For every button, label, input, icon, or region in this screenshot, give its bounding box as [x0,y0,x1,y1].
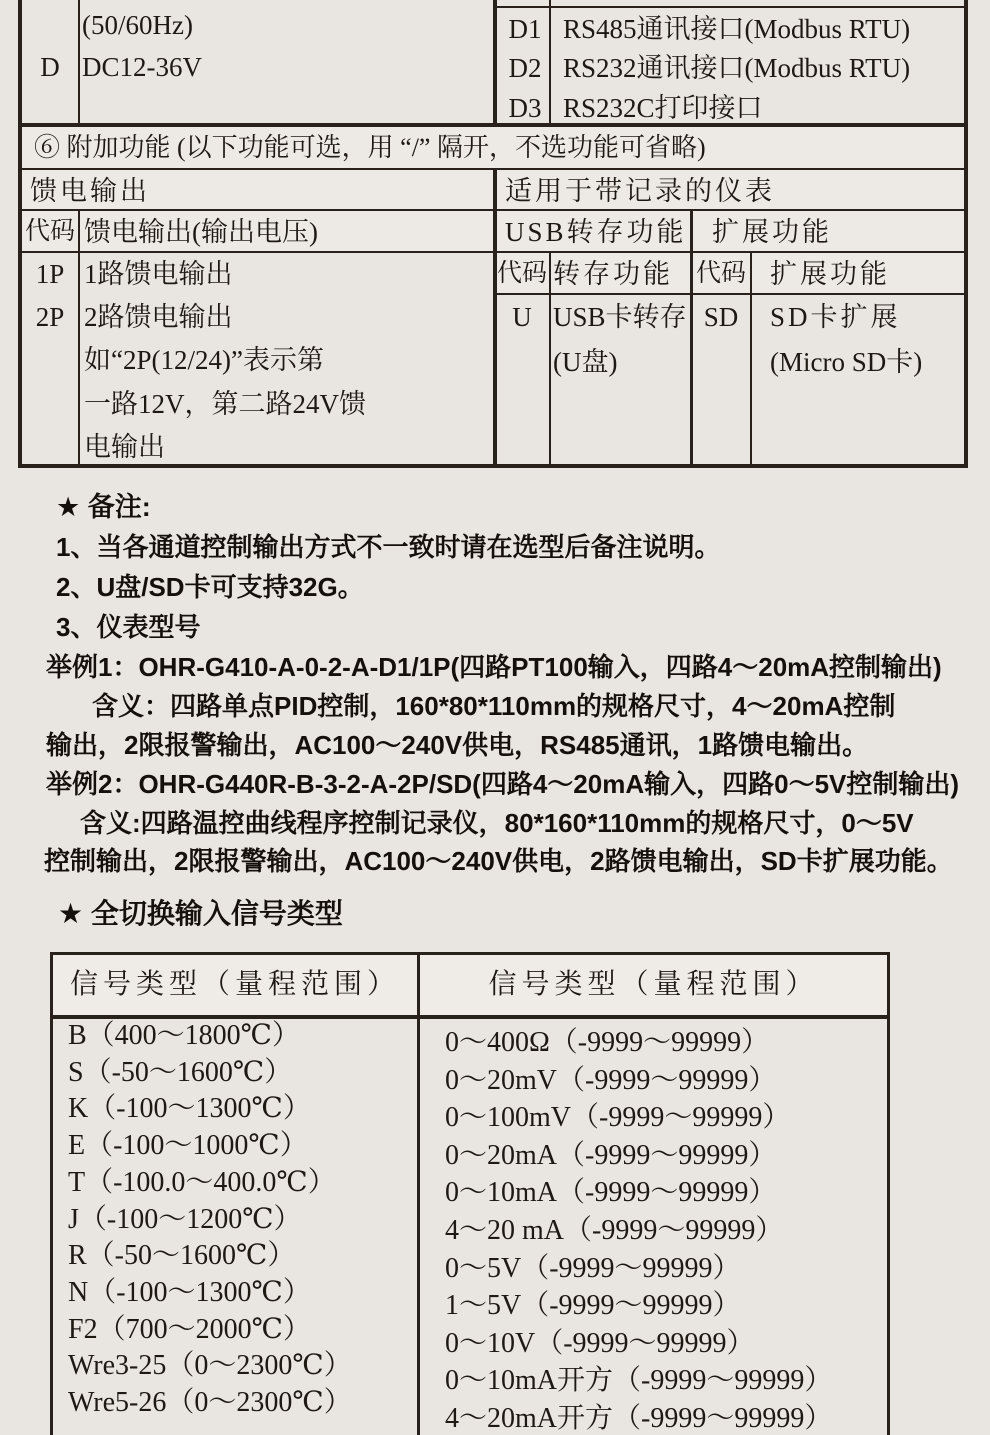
feed-row-code: 2P [35,302,65,332]
signal-type-item: T（-100.0～400.0℃） [68,1166,336,1198]
comm-code-cell: D1 [508,14,542,44]
grid-line [78,209,80,464]
signal-range-item: 0～10mA开方（-9999～99999） [445,1365,833,1397]
ext-sub-func-header: 扩展功能 [770,259,890,289]
signal-type-item: N（-100～1300℃） [68,1276,311,1308]
signal-type-item: E（-100～1000℃） [68,1130,308,1162]
signal-type-item: K（-100～1300℃） [68,1093,311,1125]
feed-note-line: 一路12V，第二路24V馈 [84,389,366,419]
section6-title: ⑥ 附加功能 (以下功能可选，用 “/” 隔开，不选功能可省略) [34,133,706,162]
note-item: 1、当各通道控制输出方式不一致时请在选型后备注说明。 [56,532,721,562]
example1-line3: 输出，2限报警输出，AC100～240V供电，RS485通讯，1路馈电输出。 [46,730,869,760]
signal-type-item: F2（700～2000℃） [68,1313,311,1345]
usb-col-header: USB转存功能 [505,217,687,247]
signal-header-left: 信号类型（量程范围） [69,969,400,1000]
ext-sub-code-header: 代码 [695,260,746,287]
signal-type-item: Wre5-26（0～2300℃） [68,1387,352,1419]
signal-range-item: 4～20 mA（-9999～99999） [445,1214,784,1246]
signal-type-item: Wre3-25（0～2300℃） [68,1350,352,1382]
example1-line1: 举例1：OHR-G410-A-0-2-A-D1/1P(四路PT100输入，四路4～20mA控制输出) [46,652,942,682]
ext-option-line2: (Micro SD卡) [770,347,923,377]
grid-line [493,6,964,8]
comm-desc-cell: RS485通讯接口(Modbus RTU) [563,14,911,44]
feed-note-line: 电输出 [84,432,165,462]
power-code-cell: D [40,52,60,82]
signal-list-right [445,1024,832,1435]
signal-range-item: 0～10mA（-9999～99999） [445,1177,777,1209]
feed-col-desc-header: 馈电输出(输出电压) [84,217,318,247]
signal-header-right: 信号类型（量程范围） [488,969,819,1000]
grid-line [22,123,964,127]
signal-range-item: 1～5V（-9999～99999） [445,1290,741,1322]
feed-note-line: 如“2P(12/24)”表示第 [84,345,324,375]
note-item: 3、仪表型号 [56,612,201,642]
signal-type-item: R（-50～1600℃） [68,1240,296,1272]
comm-desc-cell: RS232通讯接口(Modbus RTU) [563,53,911,83]
grid-line [750,251,752,464]
grid-line [78,0,80,123]
signal-range-item: 0～5V（-9999～99999） [445,1252,741,1284]
feed-col-code-header: 代码 [24,218,75,245]
signal-type-item: J（-100～1200℃） [68,1203,302,1235]
record-section-title: 适用于带记录的仪表 [505,176,775,206]
ext-option-code: SD [703,302,739,332]
usb-option-code: U [512,302,532,332]
feed-row-desc: 2路馈电输出 [84,302,233,332]
grid-line [549,251,551,464]
feed-row-code: 1P [35,259,65,289]
ext-option-line1: SD卡扩展 [770,302,901,332]
signal-range-item: 0～20mV（-9999～99999） [445,1064,777,1096]
signal-range-item: 4～20mA开方（-9999～99999） [445,1402,833,1434]
grid-line [493,293,964,295]
example1-line2: 含义：四路单点PID控制，160*80*110mm的规格尺寸，4～20mA控制 [92,691,896,721]
ext-col-header: 扩展功能 [712,217,832,247]
grid-line [22,209,964,211]
example2-line3: 控制输出，2限报警输出，AC100～240V供电，2路馈电输出，SD卡扩展功能。 [44,846,953,876]
signal-types-table [50,952,890,1435]
comm-code-cell: D2 [508,53,542,83]
note-item: 2、U盘/SD卡可支持32G。 [56,572,364,602]
comm-desc-cell: RS232C打印接口 [563,93,763,123]
example2-line1: 举例2：OHR-G440R-B-3-2-A-2P/SD(四路4～20mA输入，四路0～5V控制输出) [46,769,960,799]
signal-range-item: 0～400Ω（-9999～99999） [445,1027,770,1058]
usb-option-line2: (U盘) [553,347,618,377]
grid-line [690,209,693,464]
grid-line [22,168,964,170]
usb-sub-code-header: 代码 [496,260,547,287]
power-desc-cell: DC12-36V [82,52,202,82]
ordering-table [18,0,968,468]
grid-line [22,251,964,253]
example2-line2: 含义:四路温控曲线程序控制记录仪，80*160*110mm的规格尺寸，0～5V [80,808,914,838]
signal-section-title: ★ 全切换输入信号类型 [58,898,343,929]
grid-line [417,955,420,1435]
signal-range-item: 0～100mV（-9999～99999） [445,1102,791,1134]
signal-type-item: S（-50～1600℃） [68,1056,293,1088]
power-freq-note: (50/60Hz) [82,10,193,40]
usb-option-line1: USB卡转存 [553,302,687,332]
comm-code-cell: D3 [508,93,542,123]
signal-range-item: 0～20mA（-9999～99999） [445,1139,777,1171]
feed-row-desc: 1路馈电输出 [84,259,233,289]
signal-list-left [68,1018,352,1422]
feed-section-title: 馈电输出 [30,176,150,206]
usb-sub-func-header: 转存功能 [553,259,673,289]
signal-type-item: B（400～1800℃） [68,1020,300,1051]
signal-range-item: 0～10V（-9999～99999） [445,1327,755,1359]
notes-title: ★ 备注: [56,492,151,522]
